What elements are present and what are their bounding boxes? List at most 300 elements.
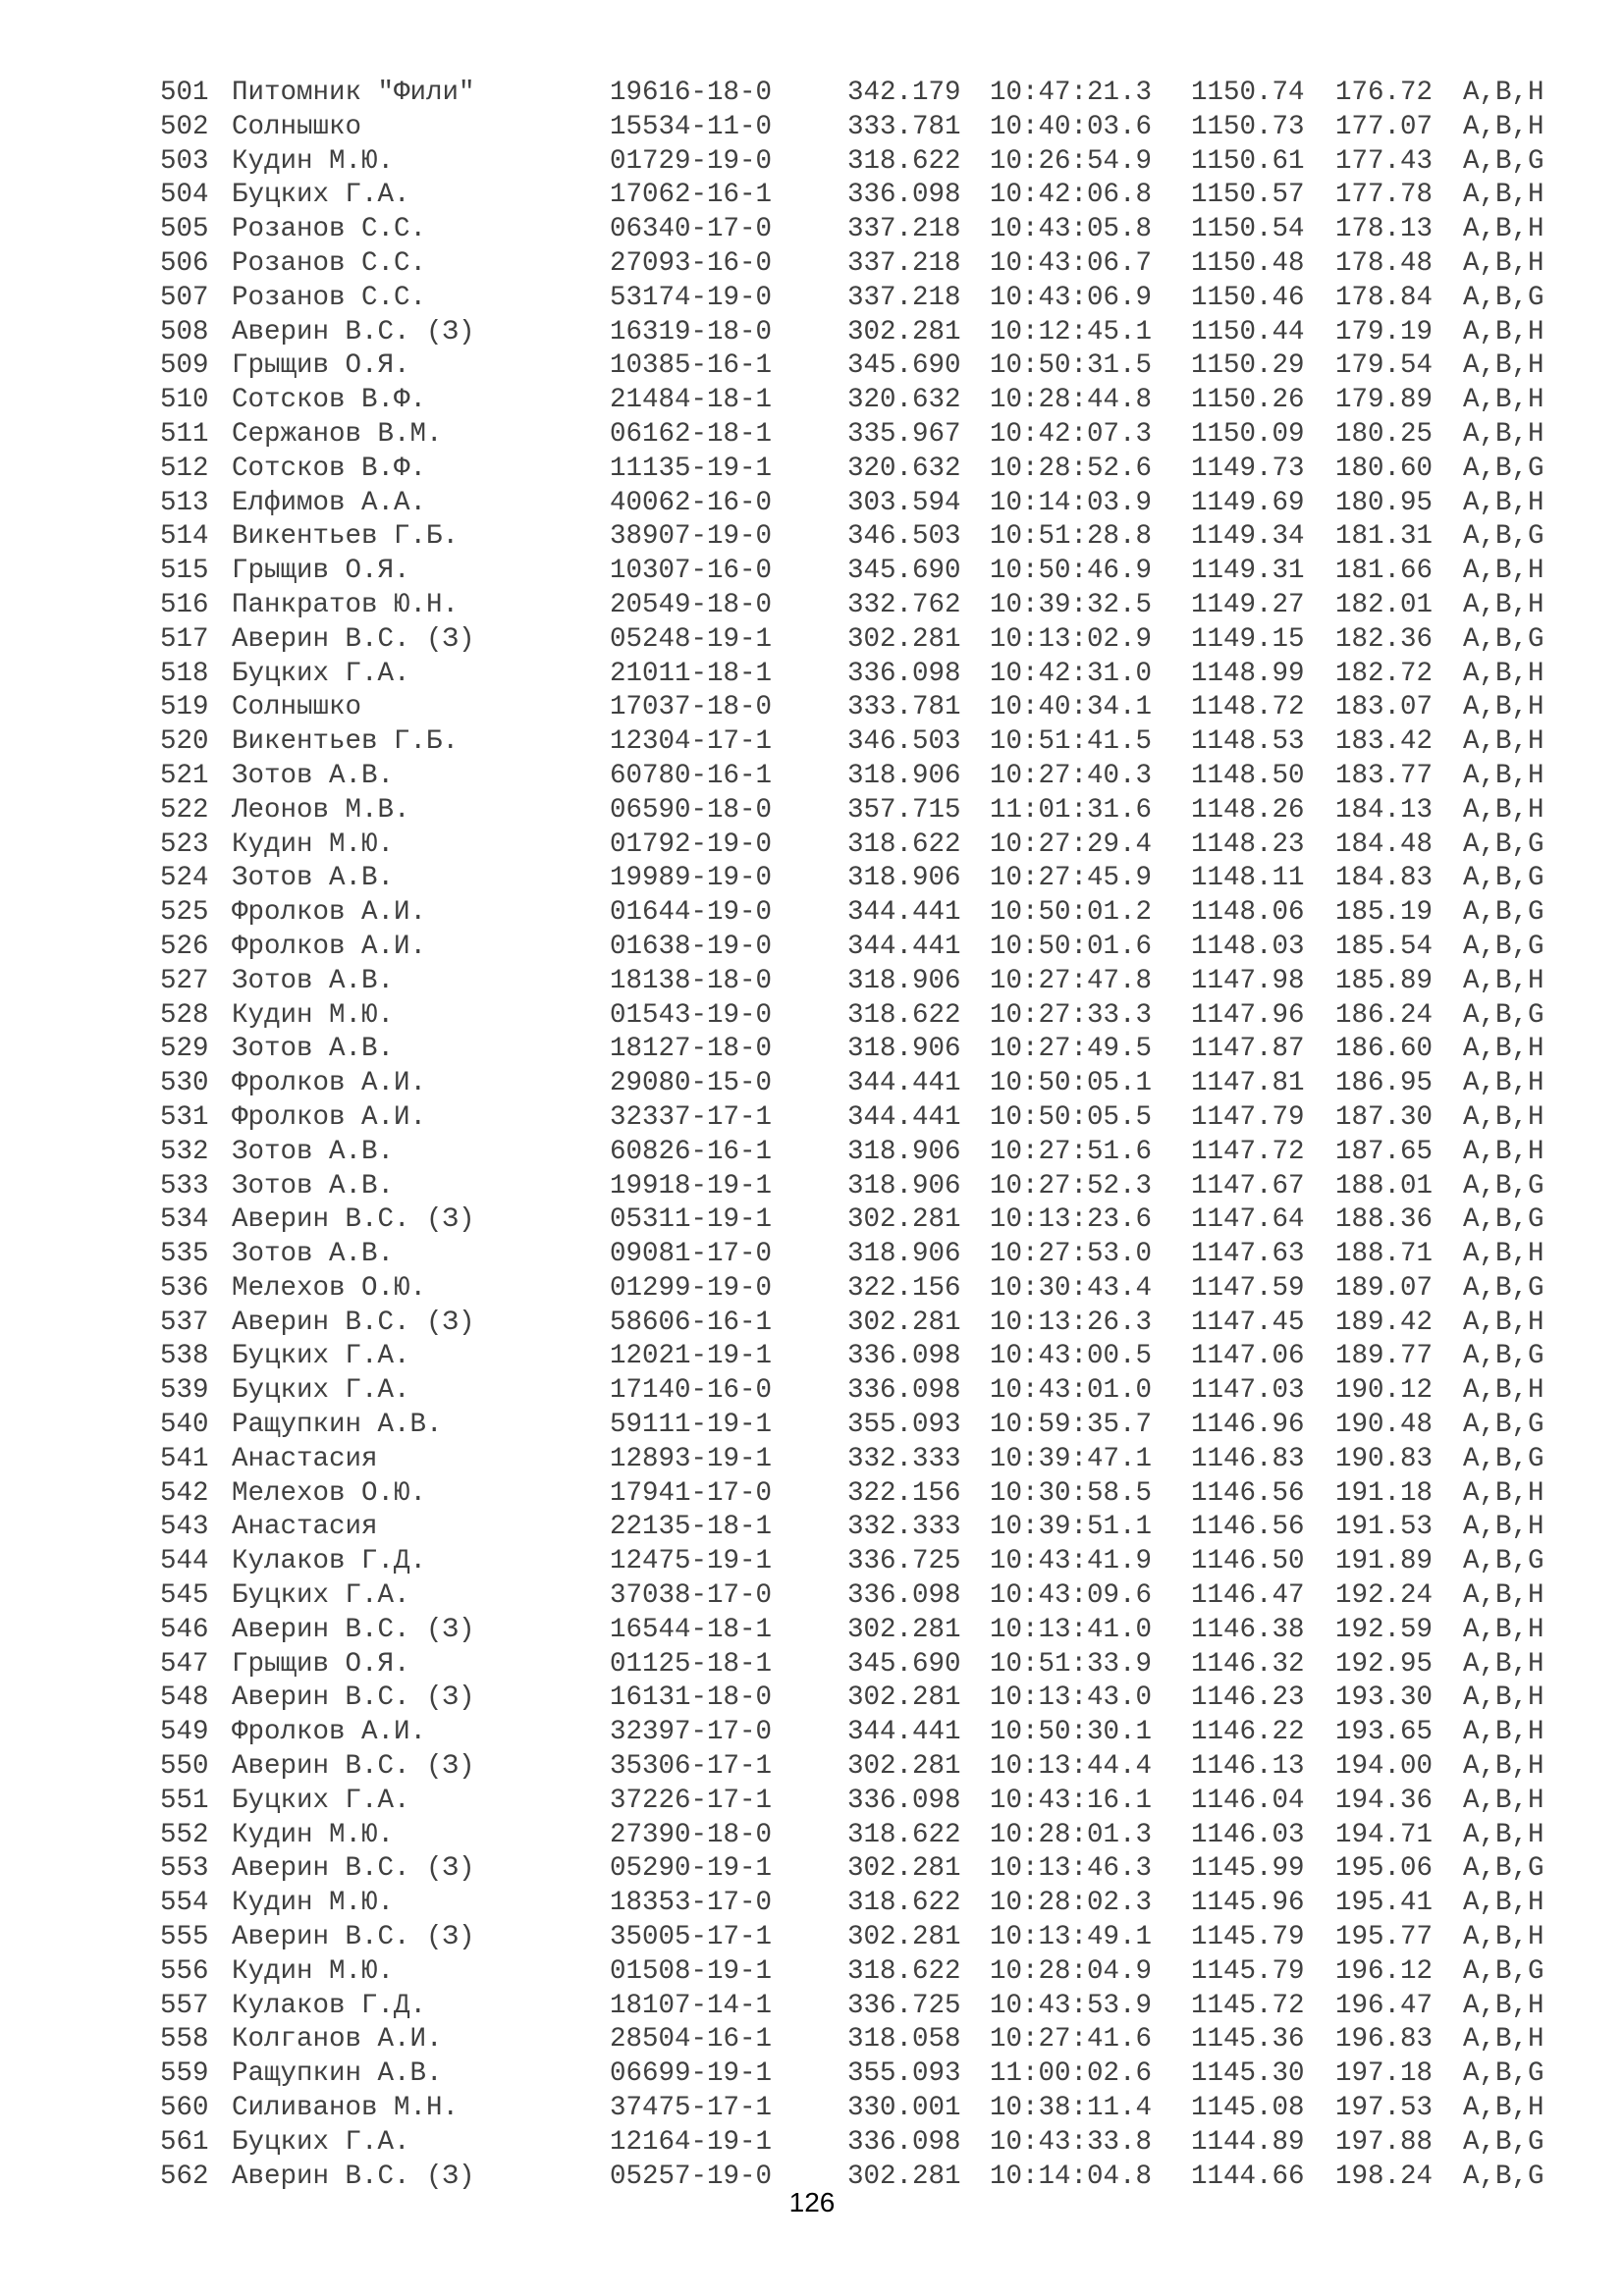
speed: 1147.63 [1191, 1239, 1305, 1270]
coefficient: 179.19 [1335, 316, 1434, 347]
fancier-name: Сотсков В.Ф. [232, 453, 427, 484]
ring-number: 17140-16-0 [610, 1375, 773, 1407]
distance: 322.156 [847, 1272, 961, 1304]
category-flags: A,B,G [1463, 1853, 1544, 1885]
arrival-time: 10:50:31.5 [990, 350, 1153, 382]
category-flags: A,B,H [1463, 1990, 1544, 2021]
coefficient: 192.95 [1335, 1648, 1434, 1680]
place-number: 511 [160, 418, 209, 450]
arrival-time: 10:43:01.0 [990, 1375, 1153, 1407]
arrival-time: 10:13:46.3 [990, 1853, 1153, 1885]
category-flags: A,B,G [1463, 145, 1544, 177]
page-number: 126 [788, 2187, 836, 2217]
place-number: 515 [160, 556, 209, 587]
distance: 357.715 [847, 794, 961, 826]
speed: 1149.27 [1191, 589, 1305, 620]
category-flags: A,B,G [1463, 2058, 1544, 2090]
speed: 1147.87 [1191, 1034, 1305, 1065]
fancier-name: Кудин М.Ю. [232, 1819, 395, 1850]
speed: 1149.34 [1191, 521, 1305, 553]
place-number: 561 [160, 2126, 209, 2158]
distance: 335.967 [847, 418, 961, 450]
category-flags: A,B,G [1463, 863, 1544, 894]
coefficient: 182.36 [1335, 623, 1434, 655]
arrival-time: 10:14:04.8 [990, 2161, 1153, 2192]
category-flags: A,B,H [1463, 385, 1544, 416]
place-number: 538 [160, 1341, 209, 1372]
place-number: 532 [160, 1136, 209, 1167]
coefficient: 191.53 [1335, 1512, 1434, 1543]
ring-number: 40062-16-0 [610, 487, 773, 518]
arrival-time: 10:27:41.6 [990, 2024, 1153, 2056]
category-flags: A,B,H [1463, 487, 1544, 518]
speed: 1150.73 [1191, 111, 1305, 142]
arrival-time: 10:13:49.1 [990, 1922, 1153, 1953]
distance: 318.622 [847, 145, 961, 177]
speed: 1146.13 [1191, 1751, 1305, 1783]
fancier-name: Кудин М.Ю. [232, 1888, 395, 1919]
place-number: 533 [160, 1170, 209, 1201]
speed: 1150.46 [1191, 282, 1305, 313]
coefficient: 180.95 [1335, 487, 1434, 518]
arrival-time: 10:51:28.8 [990, 521, 1153, 553]
fancier-name: Буцких Г.А. [232, 1375, 410, 1407]
distance: 302.281 [847, 623, 961, 655]
coefficient: 187.30 [1335, 1101, 1434, 1133]
arrival-time: 10:28:44.8 [990, 385, 1153, 416]
distance: 318.622 [847, 1955, 961, 1987]
ring-number: 18353-17-0 [610, 1888, 773, 1919]
coefficient: 178.84 [1335, 282, 1434, 313]
category-flags: A,B,H [1463, 1580, 1544, 1612]
distance: 318.906 [847, 760, 961, 791]
distance: 302.281 [847, 316, 961, 347]
arrival-time: 10:40:34.1 [990, 692, 1153, 723]
distance: 355.093 [847, 1410, 961, 1441]
category-flags: A,B,H [1463, 794, 1544, 826]
category-flags: A,B,G [1463, 453, 1544, 484]
ring-number: 06340-17-0 [610, 214, 773, 245]
place-number: 559 [160, 2058, 209, 2090]
category-flags: A,B,G [1463, 1955, 1544, 1987]
place-number: 512 [160, 453, 209, 484]
speed: 1146.56 [1191, 1477, 1305, 1509]
category-flags: A,B,H [1463, 1819, 1544, 1850]
ring-number: 18138-18-0 [610, 965, 773, 996]
distance: 318.622 [847, 1888, 961, 1919]
speed: 1144.89 [1191, 2126, 1305, 2158]
category-flags: A,B,H [1463, 2024, 1544, 2056]
distance: 318.058 [847, 2024, 961, 2056]
distance: 336.098 [847, 1580, 961, 1612]
place-number: 520 [160, 726, 209, 758]
fancier-name: Аверин В.С. (З) [232, 2161, 475, 2192]
category-flags: A,B,G [1463, 828, 1544, 860]
ring-number: 37226-17-1 [610, 1785, 773, 1816]
ring-number: 05257-19-0 [610, 2161, 773, 2192]
distance: 322.156 [847, 1477, 961, 1509]
fancier-name: Аверин В.С. (З) [232, 1922, 475, 1953]
ring-number: 01792-19-0 [610, 828, 773, 860]
coefficient: 190.83 [1335, 1443, 1434, 1474]
category-flags: A,B,G [1463, 2126, 1544, 2158]
arrival-time: 10:43:06.7 [990, 247, 1153, 279]
coefficient: 183.07 [1335, 692, 1434, 723]
ring-number: 27093-16-0 [610, 247, 773, 279]
place-number: 537 [160, 1307, 209, 1338]
distance: 345.690 [847, 556, 961, 587]
category-flags: A,B,H [1463, 760, 1544, 791]
speed: 1147.72 [1191, 1136, 1305, 1167]
speed: 1146.83 [1191, 1443, 1305, 1474]
arrival-time: 10:42:31.0 [990, 658, 1153, 689]
place-number: 548 [160, 1682, 209, 1714]
coefficient: 179.89 [1335, 385, 1434, 416]
arrival-time: 10:27:51.6 [990, 1136, 1153, 1167]
arrival-time: 10:43:33.8 [990, 2126, 1153, 2158]
place-number: 522 [160, 794, 209, 826]
coefficient: 189.77 [1335, 1341, 1434, 1372]
distance: 336.098 [847, 658, 961, 689]
fancier-name: Аверин В.С. (З) [232, 623, 475, 655]
category-flags: A,B,G [1463, 1546, 1544, 1577]
category-flags: A,B,G [1463, 1341, 1544, 1372]
category-flags: A,B,H [1463, 589, 1544, 620]
speed: 1145.36 [1191, 2024, 1305, 2056]
ring-number: 35005-17-1 [610, 1922, 773, 1953]
fancier-name: Викентьев Г.Б. [232, 726, 460, 758]
speed: 1147.98 [1191, 965, 1305, 996]
distance: 318.906 [847, 1136, 961, 1167]
place-number: 529 [160, 1034, 209, 1065]
arrival-time: 10:28:01.3 [990, 1819, 1153, 1850]
ring-number: 01729-19-0 [610, 145, 773, 177]
distance: 344.441 [847, 897, 961, 929]
fancier-name: Кулаков Г.Д. [232, 1546, 427, 1577]
speed: 1148.99 [1191, 658, 1305, 689]
fancier-name: Буцких Г.А. [232, 2126, 410, 2158]
arrival-time: 10:42:07.3 [990, 418, 1153, 450]
ring-number: 32337-17-1 [610, 1101, 773, 1133]
category-flags: A,B,H [1463, 418, 1544, 450]
ring-number: 06699-19-1 [610, 2058, 773, 2090]
category-flags: A,B,H [1463, 214, 1544, 245]
distance: 336.098 [847, 1341, 961, 1372]
speed: 1146.96 [1191, 1410, 1305, 1441]
place-number: 553 [160, 1853, 209, 1885]
coefficient: 193.30 [1335, 1682, 1434, 1714]
speed: 1150.29 [1191, 350, 1305, 382]
fancier-name: Зотов А.В. [232, 1034, 395, 1065]
place-number: 510 [160, 385, 209, 416]
arrival-time: 10:50:01.2 [990, 897, 1153, 929]
speed: 1145.79 [1191, 1955, 1305, 1987]
arrival-time: 10:14:03.9 [990, 487, 1153, 518]
arrival-time: 10:43:05.8 [990, 214, 1153, 245]
fancier-name: Кудин М.Ю. [232, 1955, 395, 1987]
fancier-name: Мелехов О.Ю. [232, 1477, 427, 1509]
coefficient: 177.43 [1335, 145, 1434, 177]
fancier-name: Грыщив О.Я. [232, 350, 410, 382]
place-number: 545 [160, 1580, 209, 1612]
ring-number: 15534-11-0 [610, 111, 773, 142]
distance: 333.781 [847, 111, 961, 142]
arrival-time: 10:50:05.5 [990, 1101, 1153, 1133]
speed: 1146.56 [1191, 1512, 1305, 1543]
speed: 1145.99 [1191, 1853, 1305, 1885]
ring-number: 09081-17-0 [610, 1239, 773, 1270]
fancier-name: Колганов А.И. [232, 2024, 443, 2056]
category-flags: A,B,G [1463, 623, 1544, 655]
place-number: 503 [160, 145, 209, 177]
fancier-name: Аверин В.С. (З) [232, 1204, 475, 1236]
fancier-name: Буцких Г.А. [232, 1580, 410, 1612]
distance: 355.093 [847, 2058, 961, 2090]
category-flags: A,B,H [1463, 1307, 1544, 1338]
place-number: 539 [160, 1375, 209, 1407]
category-flags: A,B,G [1463, 282, 1544, 313]
distance: 332.333 [847, 1512, 961, 1543]
distance: 336.098 [847, 1375, 961, 1407]
coefficient: 188.71 [1335, 1239, 1434, 1270]
arrival-time: 10:50:01.6 [990, 931, 1153, 962]
arrival-time: 10:13:41.0 [990, 1614, 1153, 1645]
coefficient: 196.47 [1335, 1990, 1434, 2021]
category-flags: A,B,H [1463, 1512, 1544, 1543]
speed: 1150.26 [1191, 385, 1305, 416]
ring-number: 21011-18-1 [610, 658, 773, 689]
coefficient: 185.89 [1335, 965, 1434, 996]
speed: 1145.08 [1191, 2093, 1305, 2124]
place-number: 531 [160, 1101, 209, 1133]
arrival-time: 10:39:51.1 [990, 1512, 1153, 1543]
place-number: 560 [160, 2093, 209, 2124]
place-number: 536 [160, 1272, 209, 1304]
fancier-name: Аверин В.С. (З) [232, 1307, 475, 1338]
place-number: 504 [160, 180, 209, 211]
speed: 1148.53 [1191, 726, 1305, 758]
coefficient: 181.66 [1335, 556, 1434, 587]
category-flags: A,B,H [1463, 658, 1544, 689]
fancier-name: Силиванов М.Н. [232, 2093, 460, 2124]
category-flags: A,B,H [1463, 247, 1544, 279]
arrival-time: 10:40:03.6 [990, 111, 1153, 142]
ring-number: 20549-18-0 [610, 589, 773, 620]
speed: 1146.38 [1191, 1614, 1305, 1645]
place-number: 525 [160, 897, 209, 929]
coefficient: 197.53 [1335, 2093, 1434, 2124]
fancier-name: Панкратов Ю.Н. [232, 589, 460, 620]
coefficient: 189.42 [1335, 1307, 1434, 1338]
distance: 344.441 [847, 1101, 961, 1133]
distance: 320.632 [847, 385, 961, 416]
place-number: 551 [160, 1785, 209, 1816]
ring-number: 37475-17-1 [610, 2093, 773, 2124]
arrival-time: 11:00:02.6 [990, 2058, 1153, 2090]
distance: 318.906 [847, 863, 961, 894]
arrival-time: 10:27:53.0 [990, 1239, 1153, 1270]
fancier-name: Анастасия [232, 1443, 378, 1474]
speed: 1146.50 [1191, 1546, 1305, 1577]
ring-number: 06162-18-1 [610, 418, 773, 450]
arrival-time: 10:43:41.9 [990, 1546, 1153, 1577]
category-flags: A,B,H [1463, 1136, 1544, 1167]
category-flags: A,B,G [1463, 897, 1544, 929]
speed: 1146.23 [1191, 1682, 1305, 1714]
coefficient: 192.59 [1335, 1614, 1434, 1645]
place-number: 544 [160, 1546, 209, 1577]
ring-number: 17062-16-1 [610, 180, 773, 211]
speed: 1145.79 [1191, 1922, 1305, 1953]
speed: 1149.31 [1191, 556, 1305, 587]
place-number: 519 [160, 692, 209, 723]
category-flags: A,B,H [1463, 316, 1544, 347]
arrival-time: 10:50:46.9 [990, 556, 1153, 587]
arrival-time: 10:30:58.5 [990, 1477, 1153, 1509]
place-number: 528 [160, 999, 209, 1031]
ring-number: 16319-18-0 [610, 316, 773, 347]
speed: 1150.54 [1191, 214, 1305, 245]
speed: 1147.59 [1191, 1272, 1305, 1304]
fancier-name: Зотов А.В. [232, 1239, 395, 1270]
fancier-name: Грыщив О.Я. [232, 1648, 410, 1680]
ring-number: 35306-17-1 [610, 1751, 773, 1783]
ring-number: 05311-19-1 [610, 1204, 773, 1236]
fancier-name: Зотов А.В. [232, 863, 395, 894]
category-flags: A,B,H [1463, 726, 1544, 758]
fancier-name: Питомник "Фили" [232, 78, 475, 108]
ring-number: 58606-16-1 [610, 1307, 773, 1338]
place-number: 543 [160, 1512, 209, 1543]
coefficient: 177.78 [1335, 180, 1434, 211]
speed: 1148.50 [1191, 760, 1305, 791]
category-flags: A,B,H [1463, 1785, 1544, 1816]
speed: 1147.45 [1191, 1307, 1305, 1338]
category-flags: A,B,H [1463, 692, 1544, 723]
fancier-name: Кудин М.Ю. [232, 145, 395, 177]
speed: 1147.96 [1191, 999, 1305, 1031]
coefficient: 184.13 [1335, 794, 1434, 826]
category-flags: A,B,H [1463, 1682, 1544, 1714]
ring-number: 01508-19-1 [610, 1955, 773, 1987]
distance: 346.503 [847, 521, 961, 553]
fancier-name: Викентьев Г.Б. [232, 521, 460, 553]
speed: 1148.26 [1191, 794, 1305, 826]
distance: 346.503 [847, 726, 961, 758]
distance: 302.281 [847, 1307, 961, 1338]
category-flags: A,B,G [1463, 1410, 1544, 1441]
arrival-time: 10:51:33.9 [990, 1648, 1153, 1680]
fancier-name: Фролков А.И. [232, 1101, 427, 1133]
ring-number: 18127-18-0 [610, 1034, 773, 1065]
category-flags: A,B,H [1463, 1239, 1544, 1270]
place-number: 517 [160, 623, 209, 655]
coefficient: 185.19 [1335, 897, 1434, 929]
distance: 302.281 [847, 1614, 961, 1645]
coefficient: 181.31 [1335, 521, 1434, 553]
place-number: 518 [160, 658, 209, 689]
coefficient: 192.24 [1335, 1580, 1434, 1612]
fancier-name: Розанов С.С. [232, 282, 427, 313]
coefficient: 193.65 [1335, 1717, 1434, 1748]
place-number: 524 [160, 863, 209, 894]
place-number: 547 [160, 1648, 209, 1680]
category-flags: A,B,H [1463, 1888, 1544, 1919]
category-flags: A,B,H [1463, 556, 1544, 587]
distance: 336.098 [847, 1785, 961, 1816]
ring-number: 17941-17-0 [610, 1477, 773, 1509]
arrival-time: 10:12:45.1 [990, 316, 1153, 347]
ring-number: 22135-18-1 [610, 1512, 773, 1543]
ring-number: 10385-16-1 [610, 350, 773, 382]
distance: 302.281 [847, 1751, 961, 1783]
distance: 318.622 [847, 828, 961, 860]
speed: 1146.04 [1191, 1785, 1305, 1816]
ring-number: 28504-16-1 [610, 2024, 773, 2056]
distance: 302.281 [847, 2161, 961, 2192]
ring-number: 01638-19-0 [610, 931, 773, 962]
ring-number: 01299-19-0 [610, 1272, 773, 1304]
coefficient: 195.77 [1335, 1922, 1434, 1953]
speed: 1147.67 [1191, 1170, 1305, 1201]
ring-number: 05248-19-1 [610, 623, 773, 655]
distance: 336.098 [847, 2126, 961, 2158]
distance: 336.098 [847, 180, 961, 211]
speed: 1144.66 [1191, 2161, 1305, 2192]
coefficient: 180.25 [1335, 418, 1434, 450]
distance: 336.725 [847, 1990, 961, 2021]
coefficient: 184.83 [1335, 863, 1434, 894]
arrival-time: 10:59:35.7 [990, 1410, 1153, 1441]
arrival-time: 10:43:16.1 [990, 1785, 1153, 1816]
ring-number: 27390-18-0 [610, 1819, 773, 1850]
speed: 1146.32 [1191, 1648, 1305, 1680]
arrival-time: 10:39:47.1 [990, 1443, 1153, 1474]
distance: 342.179 [847, 78, 961, 108]
coefficient: 194.71 [1335, 1819, 1434, 1850]
distance: 344.441 [847, 1717, 961, 1748]
arrival-time: 10:26:54.9 [990, 145, 1153, 177]
category-flags: A,B,H [1463, 1034, 1544, 1065]
coefficient: 197.18 [1335, 2058, 1434, 2090]
arrival-time: 10:51:41.5 [990, 726, 1153, 758]
arrival-time: 10:43:00.5 [990, 1341, 1153, 1372]
place-number: 505 [160, 214, 209, 245]
category-flags: A,B,G [1463, 521, 1544, 553]
coefficient: 183.42 [1335, 726, 1434, 758]
arrival-time: 10:30:43.4 [990, 1272, 1153, 1304]
coefficient: 188.36 [1335, 1204, 1434, 1236]
distance: 302.281 [847, 1922, 961, 1953]
speed: 1147.81 [1191, 1068, 1305, 1099]
speed: 1146.22 [1191, 1717, 1305, 1748]
fancier-name: Фролков А.И. [232, 1717, 427, 1748]
ring-number: 10307-16-0 [610, 556, 773, 587]
distance: 333.781 [847, 692, 961, 723]
fancier-name: Аверин В.С. (З) [232, 1614, 475, 1645]
fancier-name: Сержанов В.М. [232, 418, 443, 450]
coefficient: 190.12 [1335, 1375, 1434, 1407]
distance: 337.218 [847, 282, 961, 313]
ring-number: 11135-19-1 [610, 453, 773, 484]
ring-number: 12164-19-1 [610, 2126, 773, 2158]
speed: 1147.06 [1191, 1341, 1305, 1372]
ring-number: 06590-18-0 [610, 794, 773, 826]
coefficient: 187.65 [1335, 1136, 1434, 1167]
category-flags: A,B,G [1463, 2161, 1544, 2192]
speed: 1147.79 [1191, 1101, 1305, 1133]
coefficient: 196.83 [1335, 2024, 1434, 2056]
